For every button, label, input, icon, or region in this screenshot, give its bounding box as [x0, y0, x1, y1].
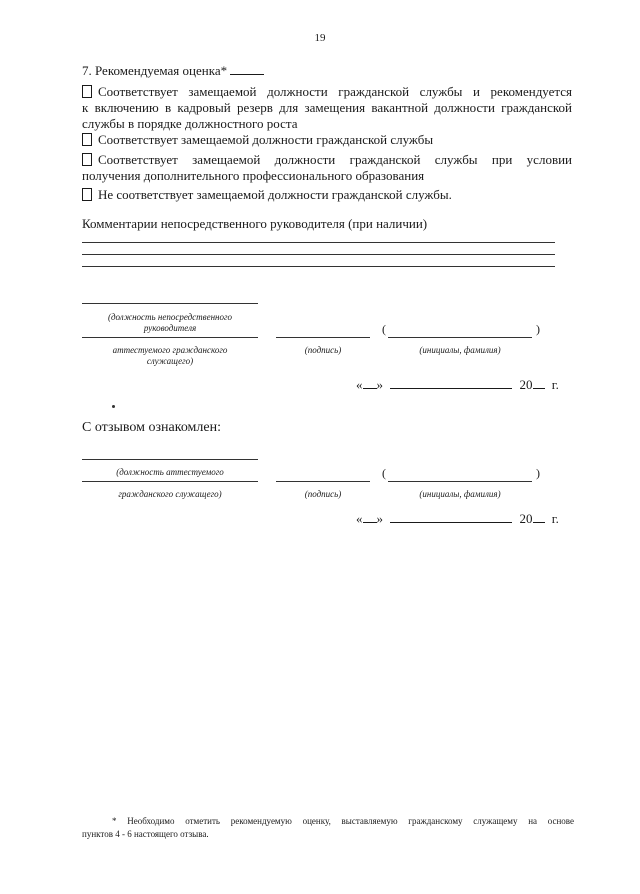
manager-name-line[interactable]: [388, 337, 532, 338]
manager-name-paren-close: ): [536, 322, 540, 336]
employee-name-line[interactable]: [388, 481, 532, 482]
footnote-line-2: пунктов 4 - 6 настоящего отзыва.: [82, 829, 209, 839]
comments-line-2[interactable]: [82, 254, 555, 255]
section-heading: [82, 63, 264, 79]
employee-position-caption-1: (должность аттестуемого: [116, 467, 224, 477]
comments-label: Комментарии непосредственного руководителя (при наличии): [82, 216, 428, 231]
option-4-line-1: Не соответствует замещаемой должности гражданской службы.: [82, 187, 572, 203]
manager-position-caption-3: аттестуемого гражданского: [112, 345, 228, 355]
option-2-checkbox[interactable]: [82, 133, 92, 146]
manager-date-day-blank[interactable]: [363, 378, 377, 389]
option-3-line-2: получения дополнительного профессионального образования: [82, 168, 425, 183]
option-1: [82, 84, 572, 132]
manager-position-caption-1: (должность непосредственного: [107, 312, 233, 322]
heading-blank-line: [230, 65, 264, 75]
manager-position-caption-4: служащего): [146, 356, 194, 366]
manager-signature-caption: (подпись): [304, 345, 342, 355]
employee-date-quote-open: «: [356, 511, 363, 526]
section-heading-text: 7. Рекомендуемая оценка*: [82, 63, 228, 78]
manager-date-year-suffix: г.: [551, 377, 559, 392]
manager-date-quote-open: «: [356, 377, 363, 392]
employee-name-caption: (инициалы, фамилия): [419, 489, 501, 499]
manager-date-year-blank[interactable]: [533, 378, 545, 389]
option-1-line-2: к включению в кадровый резерв для замещения вакантной должности гражданской: [82, 100, 572, 115]
employee-signature-caption: (подпись): [304, 489, 342, 499]
employee-position-line-bottom[interactable]: [82, 481, 258, 482]
manager-date-quote-close: »: [376, 377, 383, 392]
manager-position-caption-2: руководителя: [143, 323, 197, 333]
acknowledgement-label: С отзывом ознакомлен:: [82, 420, 221, 435]
manager-date-month-blank[interactable]: [390, 378, 512, 389]
option-1-line-3: службы в порядке должностного роста: [82, 116, 298, 131]
footnote: [82, 815, 574, 841]
manager-name-paren-open: (: [382, 322, 386, 336]
manager-position-line-top[interactable]: [82, 303, 258, 304]
manager-date-year-prefix: 20: [519, 377, 533, 392]
comments-line-1[interactable]: [82, 242, 555, 243]
option-4-checkbox[interactable]: [82, 188, 92, 201]
footnote-line-1: * Необходимо отметить рекомендуемую оценку, выставляемую гражданскому служащему на основе: [112, 816, 574, 826]
employee-date-year-prefix: 20: [519, 511, 533, 526]
comments-line-3[interactable]: [82, 266, 555, 267]
option-3-checkbox[interactable]: [82, 153, 92, 166]
employee-name-paren-open: (: [382, 466, 386, 480]
manager-date: [356, 377, 559, 393]
option-1-line-1: Соответствует замещаемой должности гражданской службы и рекомендуется: [82, 84, 572, 100]
manager-signature-line[interactable]: [276, 337, 370, 338]
option-2-line-1: Соответствует замещаемой должности гражданской службы: [82, 132, 572, 148]
employee-date: [356, 511, 559, 527]
employee-date-year-blank[interactable]: [533, 512, 545, 523]
employee-position-line-top[interactable]: [82, 459, 258, 460]
employee-date-quote-close: »: [376, 511, 383, 526]
option-1-checkbox[interactable]: [82, 85, 92, 98]
option-3: [82, 152, 572, 184]
employee-date-month-blank[interactable]: [390, 512, 512, 523]
stray-mark: [112, 405, 115, 408]
option-3-line-1: Соответствует замещаемой должности гражданской службы при условии: [82, 152, 572, 168]
manager-position-line-bottom[interactable]: [82, 337, 258, 338]
employee-signature-line[interactable]: [276, 481, 370, 482]
manager-name-caption: (инициалы, фамилия): [419, 345, 501, 355]
employee-date-day-blank[interactable]: [363, 512, 377, 523]
option-2: [82, 132, 572, 148]
employee-name-paren-close: ): [536, 466, 540, 480]
page-number: 19: [314, 32, 326, 44]
employee-date-year-suffix: г.: [551, 511, 559, 526]
option-4: [82, 187, 572, 203]
employee-position-caption-2: гражданского служащего): [118, 489, 222, 499]
